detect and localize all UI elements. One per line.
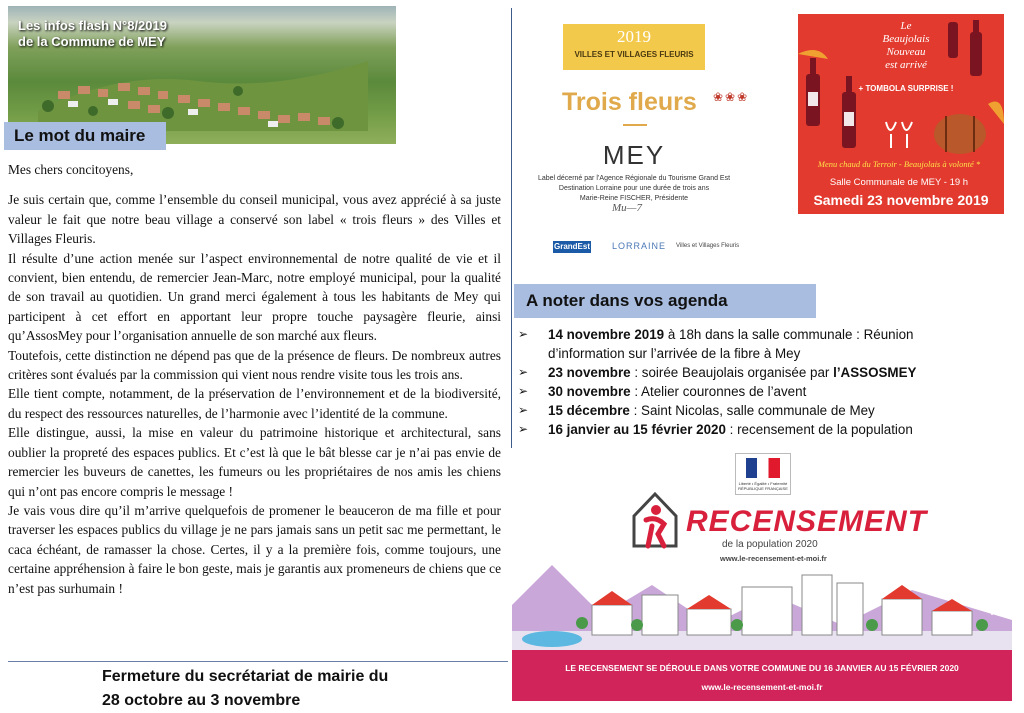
agenda-item-continuation: d’information sur l’arrivée de la fibre à Mey <box>548 346 801 361</box>
letter-paragraph: Je vais vous dire qu’il m’arrive quelquefois de promener le beauceron de ma fille et pour traverser les espaces publics du village je ne pars jamais sans un petit sac me permettant, le caca échéant, de ramasser la chose. Certes, il y a la première fois, comme toujours, une certaine appréhension à faire le bon geste, mais je garantis aux promeneurs de chiens que ce n’est pas surhumain ! <box>8 502 502 596</box>
beaujolais-title <box>856 20 956 72</box>
label-subtitle: VILLES ET VILLAGES FLEURIS <box>574 50 694 59</box>
letter-paragraph: Je suis certain que, comme l’ensemble du conseil municipal, vous avez apprécié à sa juste valeur le fait que notre beau village a conservé son label « trois fleurs » des Villes et Villages Fleuris. <box>8 192 501 247</box>
label-town: MEY <box>602 140 666 170</box>
letter-paragraph: Elle tient compte, notamment, de la préservation de l’environnement et de la biodiversité, du respect des ressources naturelles, de l’harmonie avec l’identité de la commune. <box>8 386 501 421</box>
recensement-band-url: www.le-recensement-et-moi.fr <box>701 682 823 692</box>
flowers-icon: ❀❀❀ <box>713 90 750 104</box>
fermeture-line1: Fermeture du secrétariat de mairie du <box>102 668 389 685</box>
agenda-item-date: 16 janvier au 15 février 2020 <box>548 422 726 437</box>
beaujolais-title-3: Nouveau <box>886 46 926 58</box>
arrow-bullet-icon: ➢ <box>518 365 529 379</box>
recensement-subtitle: de la population 2020 <box>722 539 818 550</box>
maire-letter <box>8 160 501 598</box>
recensement-band-text: LE RECENSEMENT SE DÉROULE DANS VOTRE COMMUNE DU 16 JANVIER AU 15 FÉVRIER 2020 <box>565 663 959 673</box>
letter-greeting: Mes chers concitoyens, <box>8 162 134 177</box>
republique-francaise-logo <box>735 453 791 495</box>
agenda-item-organizer: l’ASSOSMEY <box>833 365 917 380</box>
beaujolais-date: Samedi 23 novembre 2019 <box>813 192 989 208</box>
fermeture-line2: 28 octobre au 3 novembre <box>102 692 301 709</box>
agenda-heading-text: A noter dans vos agenda <box>526 291 728 310</box>
recensement-house-icon <box>630 490 680 550</box>
arrow-bullet-icon: ➢ <box>518 403 529 417</box>
recensement-url-small: www.le-recensement-et-moi.fr <box>720 554 827 563</box>
beaujolais-title-4: est arrivé <box>885 59 927 71</box>
recensement-title: RECENSEMENT <box>686 505 928 538</box>
newsletter-title-line2: de la Commune de MEY <box>18 34 166 49</box>
bottom-divider <box>8 661 508 662</box>
label-description <box>527 174 741 204</box>
letter-paragraph: Toutefois, cette distinction ne dépend pas que de la présence de fleurs. De nombreux autres critères sont évalués par la commission qui vient nous rendre visite tous les trois ans. <box>8 347 501 383</box>
fermeture-notice <box>102 665 388 713</box>
label-ornament <box>623 124 647 126</box>
label-signature: Mu—7 <box>612 202 642 214</box>
agenda-item-date: 14 novembre 2019 <box>548 327 665 342</box>
beaujolais-title-1: Le <box>900 20 912 32</box>
beaujolais-menu: Menu chaud du Terroir - Beaujolais à volonté * <box>817 159 981 169</box>
label-year-badge <box>563 24 705 70</box>
vvf-logo: Villes et Villages Fleuris <box>676 243 740 249</box>
label-text-1: Label décerné par l’Agence Régionale du Tourisme Grand Est <box>537 175 731 182</box>
arrow-bullet-icon: ➢ <box>518 384 529 398</box>
agenda-item-text: : recensement de la population <box>725 422 913 437</box>
label-level: Trois fleurs <box>562 88 697 116</box>
newsletter-title-line1: Les infos flash N°8/2019 <box>18 18 167 33</box>
letter-paragraph: Il résulte d’une action menée sur l’aspect environnemental de notre qualité de vie et il convient, bien entendu, de remercier Jean-Marc, notre employé municipal, pour la qualité de son travail au quotidien. Un grand merci également à tous les habitants de Mey qui participent à cet effort en apportant leur propre touche paysagère fleurie, ainsi qu’AssosMey pour l’organisation annuelle de son marché aux fleurs. <box>8 250 501 344</box>
label-text-3: Marie-Reine FISCHER, Présidente <box>579 195 689 202</box>
agenda-item <box>518 420 958 439</box>
beaujolais-tombola: + TOMBOLA SURPRISE ! <box>858 84 954 93</box>
agenda-heading <box>514 284 816 318</box>
mot-du-maire-heading-text: Le mot du maire <box>14 126 146 145</box>
village-houses-illustration <box>38 51 368 131</box>
lorraine-logo: LORRAINE <box>612 241 667 251</box>
beaujolais-venue: Salle Communale de MEY - 19 h <box>829 177 969 188</box>
agenda-item <box>518 363 958 382</box>
agenda-item-text: : Atelier couronnes de l’avent <box>630 384 807 399</box>
french-flag-icon <box>746 458 780 478</box>
label-text-2: Destination Lorraine pour une durée de trois ans <box>558 185 710 192</box>
agenda-item-text: à 18h dans la salle communale : Réunion <box>664 327 914 342</box>
agenda-item <box>518 401 958 420</box>
label-year: 2019 <box>617 27 651 46</box>
agenda-item <box>518 325 958 344</box>
grandest-logo: GrandEst <box>553 242 590 251</box>
agenda-item-text: : soirée Beaujolais organisée par <box>630 365 834 380</box>
arrow-bullet-icon: ➢ <box>518 422 529 436</box>
recensement-town-illustration <box>512 565 1012 651</box>
agenda-item-date: 15 décembre <box>548 403 630 418</box>
republique-francaise-text: Liberté • Égalité • Fraternité RÉPUBLIQUE FRANÇAISE <box>738 481 788 491</box>
beaujolais-title-2: Beaujolais <box>882 33 930 45</box>
column-divider <box>511 8 512 448</box>
agenda-item-text: : Saint Nicolas, salle communale de Mey <box>629 403 875 418</box>
agenda-list <box>518 325 958 439</box>
agenda-item-date: 23 novembre <box>548 365 631 380</box>
agenda-item-date: 30 novembre <box>548 384 631 399</box>
agenda-item <box>518 382 958 401</box>
arrow-bullet-icon: ➢ <box>518 327 529 341</box>
mot-du-maire-heading <box>4 122 166 150</box>
recensement-band <box>512 650 1012 701</box>
letter-paragraph: Elle distingue, aussi, la mise en valeur du patrimoine historique et architectural, sans oublier la propreté des espaces publics. Et c’est là que le bât blesse car je n’ai pas envie de remercier les buveurs de canettes, les fumeurs ou les propriétaires de nos amis les chiens qui n’ont pas encore compris le message ! <box>8 425 501 499</box>
newsletter-title <box>18 18 167 50</box>
